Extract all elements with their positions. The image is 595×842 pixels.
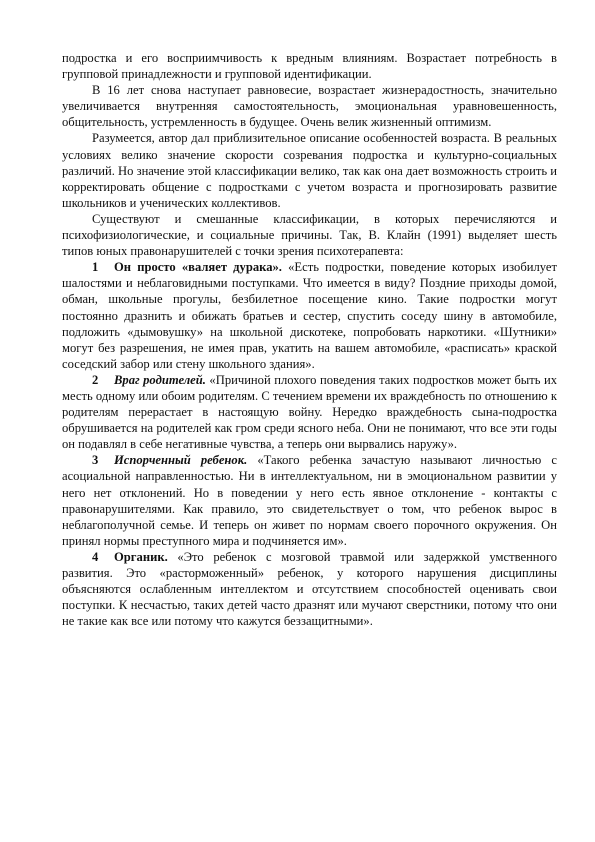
document-page xyxy=(62,50,557,629)
item-title: Испорченный ребенок. xyxy=(114,453,248,468)
item-title: Враг родителей. xyxy=(114,372,206,387)
offender-type-2 xyxy=(62,372,557,452)
item-title: Он просто «валяет дурака». xyxy=(114,260,282,275)
paragraph-mixed-classifications: Существуют и смешанные классификации, в которых перечисляются и психофизиологические, и социальные причины. Так, В. Клайн (1991) выделяет шесть типов юных правонарушителей с точки зрения психотерапевта: xyxy=(62,211,557,259)
item-text: «Причиной плохого поведения таких подростков может быть их месть одному или обоим родителям. С течением времени их враждебность по отношению к родителям перерастает в настоящую войну. Нередко враждебность сына-подростка обрушивается на родителей как гром среди ясного неба. Они не понимают, что все эти годы он подавлял в себе негативные чувства, а теперь они вырвались наружу». xyxy=(62,372,557,452)
item-number: 3 xyxy=(92,453,99,468)
paragraph-age-16: В 16 лет снова наступает равновесие, возрастает жизнерадостность, значительно увеличивается внутренняя самостоятельность, эмоциональная уравновешенность, общительность, устремленность в будущее. Очень велик жизненный оптимизм. xyxy=(62,83,557,130)
paragraph-continuation: подростка и его восприимчивость к вредным влияниям. Возрастает потребность в групповой принадлежности и групповой идентификации. xyxy=(62,51,557,82)
item-text: «Это ребенок с мозговой травмой или задержкой умственного развития. Это «расторможенный» ребенок, у которого нарушения дисциплины объясняются ослабленным интеллектом и отсутствием способностей оценивать свои поступки. К несчастью, таких детей часто дразнят или мучают сверстники, потому что они не такие как все или потому что кажутся беззащитными». xyxy=(62,549,557,629)
item-title: Органик. xyxy=(114,549,168,564)
item-text: «Такого ребенка зачастую называют личностью с асоциальной направленностью. Ни в интеллектуальном, ни в эмоциональном развитии у него нет отклонений. Но в поведении у него есть явное отклонение - контакты с правонарушителями. Как правило, это свидетельствует о том, что ребенок вырос в неблагополучной семье. И теперь он живет по нормам своего порочного окружения. Он принял нормы преступного мира и подчиняется им». xyxy=(62,453,557,548)
item-number: 4 xyxy=(92,549,99,564)
item-number: 1 xyxy=(92,260,99,275)
offender-type-4 xyxy=(62,549,557,629)
paragraph-classification-note: Разумеется, автор дал приблизительное описание особенностей возраста. В реальных условиях велико значение скорости созревания подростка и культурно-социальных различий. Но значение этой классификации велико, так как она дает возможность строить и корректировать общение с подростками с учетом возраста и прогнозировать развитие школьников и ученических коллективов. xyxy=(62,131,557,210)
item-number: 2 xyxy=(92,372,99,387)
offender-type-1 xyxy=(62,259,557,372)
offender-type-3 xyxy=(62,452,557,549)
item-text: «Есть подростки, поведение которых изобилует шалостями и неблаговидными поступками. Что имеется в виду? Поздние приходы домой, обман, школьные прогулы, безбилетное посещение кино. Такие подростки могут постоянно дразнить и обижать братьев и сестер, спустить соседу шину в автомобиле, подложить «дымовушку» на школьной дискотеке, попробовать наркотики. «Шутники» могут без разрешения, не имея прав, укатить на вашем автомобиле, «расписать» краской соседский забор или стену школьного здания». xyxy=(62,260,557,371)
